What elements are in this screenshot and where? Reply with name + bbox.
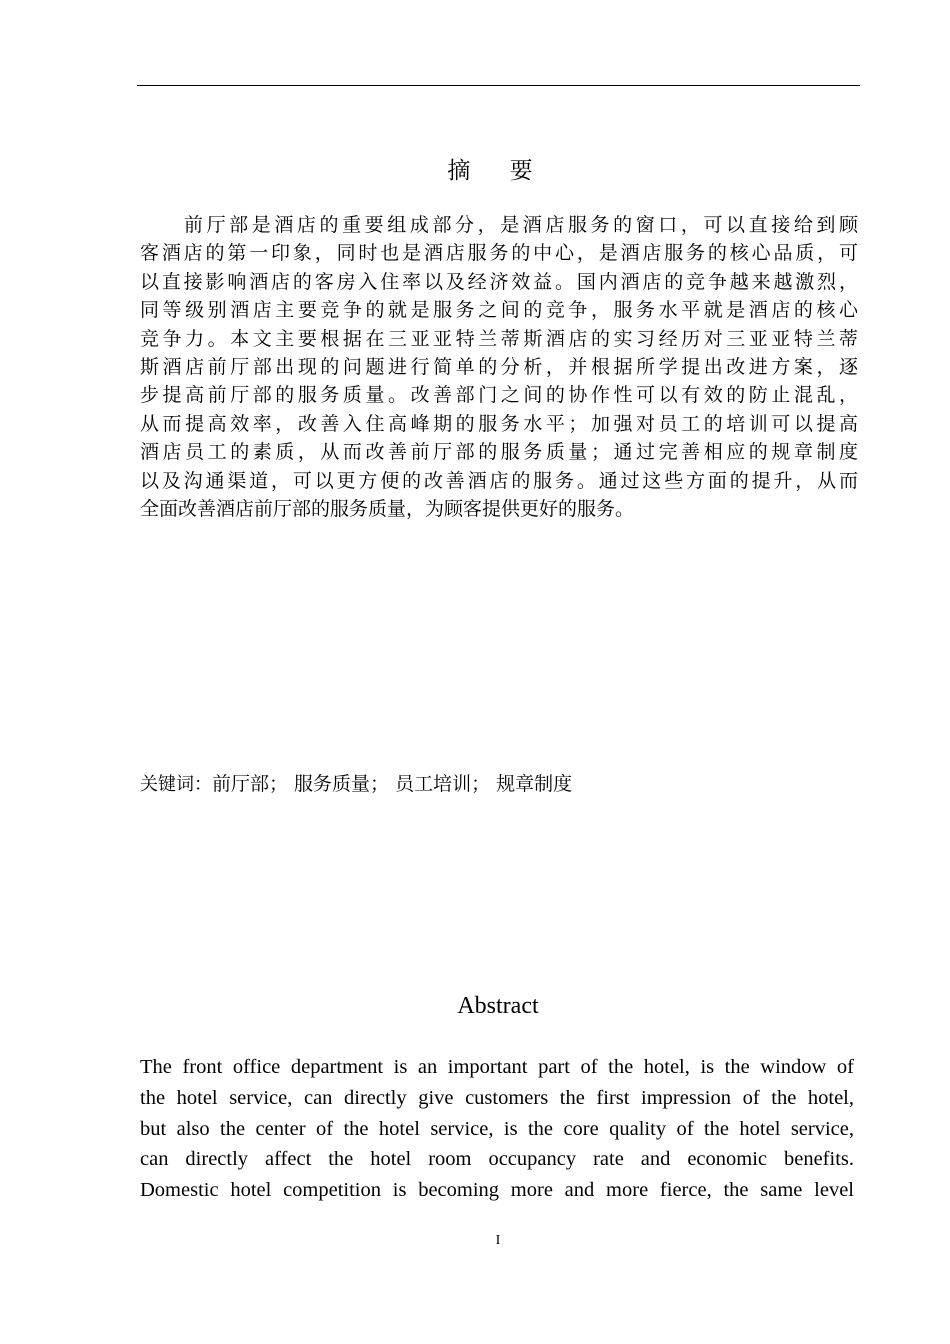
keywords-row — [140, 769, 572, 796]
keywords-label: 关键词： — [140, 774, 212, 795]
chinese-abstract-title: 摘 要 — [447, 158, 549, 184]
chinese-abstract-line: 全面改善酒店前厅部的服务质量，为顾客提供更好的服务。 — [140, 497, 635, 520]
chinese-abstract-body — [140, 211, 858, 523]
chinese-abstract-line: 以直接影响酒店的客房入住率以及经济效益。国内酒店的竞争越来越激烈， — [140, 270, 858, 293]
chinese-abstract-line: 从而提高效率，改善入住高峰期的服务水平；加强对员工的培训可以提高 — [140, 412, 858, 435]
english-abstract-line: but also the center of the hotel service, is the core quality of the hotel service, — [140, 1117, 854, 1140]
page-number: I — [495, 1233, 501, 1248]
chinese-abstract-line: 前厅部是酒店的重要组成部分，是酒店服务的窗口，可以直接给到顾 — [184, 214, 858, 236]
chinese-abstract-line: 同等级别酒店主要竞争的就是服务之间的竞争，服务水平就是酒店的核心 — [140, 299, 858, 322]
header-rule — [137, 85, 860, 86]
chinese-abstract-line: 酒店员工的素质，从而改善前厅部的服务质量；通过完善相应的规章制度 — [140, 441, 858, 464]
chinese-abstract-line: 斯酒店前厅部出现的问题进行简单的分析，并根据所学提出改进方案，逐 — [140, 355, 858, 378]
english-abstract-body — [140, 1052, 854, 1206]
english-abstract-title: Abstract — [457, 993, 539, 1019]
chinese-abstract-line: 客酒店的第一印象，同时也是酒店服务的中心，是酒店服务的核心品质，可 — [140, 242, 858, 265]
english-abstract-line: the hotel service, can directly give customers the first impression of the hotel, — [140, 1086, 854, 1109]
chinese-abstract-line: 以及沟通渠道，可以更方便的改善酒店的服务。通过这些方面的提升，从而 — [140, 469, 858, 492]
english-abstract-line: Domestic hotel competition is becoming more and more fierce, the same level — [140, 1179, 854, 1202]
english-abstract-line: The front office department is an important part of the hotel, is the window of — [140, 1056, 854, 1078]
english-abstract-line: can directly affect the hotel room occupancy rate and economic benefits. — [140, 1148, 854, 1171]
chinese-abstract-line: 竞争力。本文主要根据在三亚亚特兰蒂斯酒店的实习经历对三亚亚特兰蒂 — [140, 327, 858, 350]
chinese-abstract-line: 步提高前厅部的服务质量。改善部门之间的协作性可以有效的防止混乱， — [140, 384, 858, 407]
keywords-value: 前厅部； 服务质量； 员工培训； 规章制度 — [212, 773, 573, 795]
